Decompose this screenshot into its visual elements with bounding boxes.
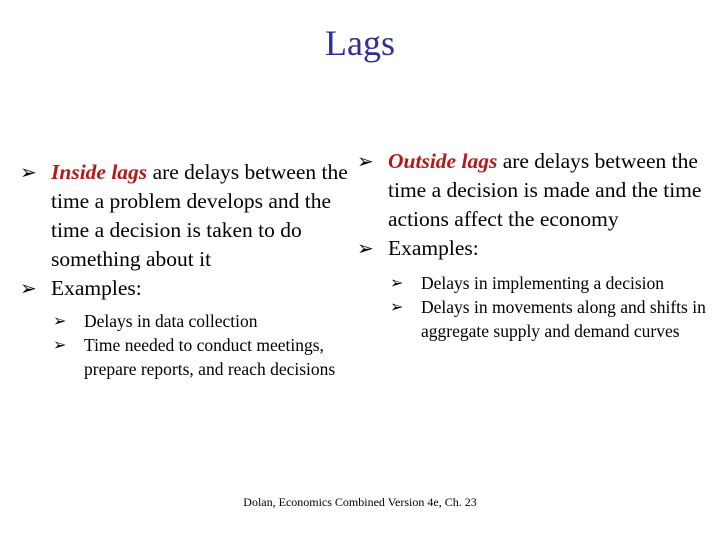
sub-bullet-text: Delays in movements along and shifts in aggregate supply and demand curves [421, 297, 706, 341]
bullet-inside-lags [18, 158, 353, 274]
sub-bullet-text: Delays in data collection [84, 311, 258, 331]
bullet-examples [18, 274, 353, 303]
sub-bullet-text: Delays in implementing a decision [421, 273, 665, 293]
term-outside-lags: Outside lags [388, 149, 498, 173]
arrow-bullet-icon: ➢ [390, 273, 404, 292]
arrow-bullet-icon: ➢ [357, 149, 374, 173]
sub-bullet [53, 309, 353, 333]
arrow-bullet-icon: ➢ [390, 297, 404, 316]
term-inside-lags: Inside lags [51, 160, 148, 184]
right-column [355, 147, 710, 343]
bullet-text: are delays between the time a decision is made and the time actions affect the economy [388, 149, 702, 231]
bullet-text: are delays between the time a problem develops and the time a decision is taken to do something about it [51, 160, 348, 271]
examples-label: Examples: [388, 236, 479, 260]
arrow-bullet-icon: ➢ [53, 311, 67, 330]
arrow-bullet-icon: ➢ [20, 160, 37, 184]
sub-bullet [53, 333, 353, 381]
examples-label: Examples: [51, 276, 142, 300]
arrow-bullet-icon: ➢ [53, 335, 67, 354]
bullet-examples [355, 234, 710, 263]
sub-bullet-text: Time needed to conduct meetings, prepare reports, and reach decisions [84, 335, 336, 379]
footer-citation: Dolan, Economics Combined Version 4e, Ch. 23 [243, 495, 477, 509]
slide-title: Lags [325, 23, 395, 63]
sub-bullet [390, 295, 710, 343]
left-column [18, 158, 353, 381]
arrow-bullet-icon: ➢ [357, 236, 374, 260]
arrow-bullet-icon: ➢ [20, 276, 37, 300]
bullet-outside-lags [355, 147, 710, 234]
sub-bullet [390, 271, 710, 295]
